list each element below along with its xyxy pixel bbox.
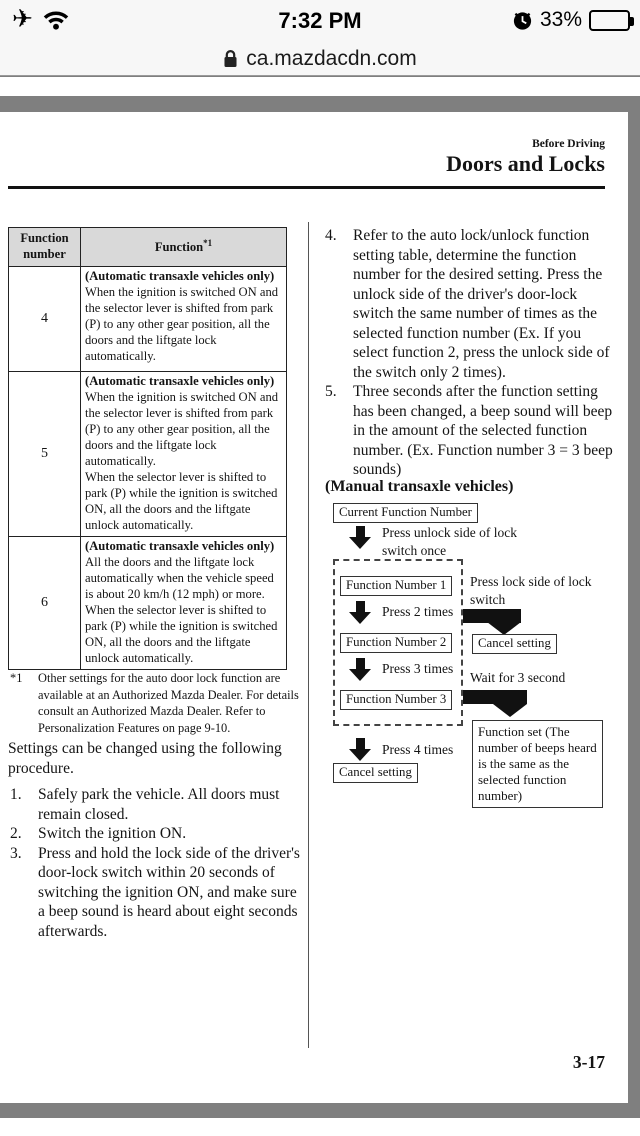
ssl-lock-icon (223, 49, 238, 68)
battery-icon (589, 10, 630, 31)
manual-transaxle-heading: (Manual transaxle vehicles) (325, 478, 514, 495)
next-page-edge (0, 1118, 640, 1136)
status-bar (0, 0, 640, 42)
steps-right (325, 226, 613, 480)
flow-box-cancel-setting-right: Cancel setting (472, 634, 557, 654)
pdf-page (0, 112, 628, 1103)
steps-left (10, 785, 304, 941)
function-table (8, 227, 287, 670)
previous-page-edge (0, 77, 640, 96)
elbow-arrow-icon (463, 690, 527, 704)
browser-chrome (0, 0, 640, 76)
down-arrow-icon (349, 738, 371, 761)
status-right-icons (512, 8, 630, 32)
function-desc-cell: (Automatic transaxle vehicles only) When the ignition is switched ON and the selector lever is shifted from park (P) to any other gear position, all the doors and the liftgate lock automatically. (81, 266, 287, 371)
flow-label-wait-3: Wait for 3 second (470, 670, 566, 685)
footnote (10, 670, 304, 736)
battery-percent: 33% (539, 8, 582, 31)
footnote-text: Other settings for the auto door lock function are available at an Authorized Mazda Dealer. For details consult an Authorized Mazda Dealer. Refer to Personalization Features on page 9-10. (38, 671, 299, 735)
header-function-number: Function number (9, 228, 81, 267)
flow-box-cancel-setting-left: Cancel setting (333, 763, 418, 783)
airplane-mode-icon: ✈ (12, 5, 33, 33)
down-arrow-icon (349, 526, 371, 549)
flow-label-unlock-once: Press unlock side of lock switch once (382, 525, 517, 558)
title-rule (8, 186, 605, 189)
header-function: Function$^{*1}$ (81, 228, 287, 267)
flow-label-press-2: Press 2 times (382, 604, 454, 619)
elbow-arrow-head-icon (493, 704, 527, 717)
list-item: 4. Refer to the auto lock/unlock function setting table, determine the function number for the desired setting. Press the unlock side of the driver's door-lock switch the same number of times as the selected function number (Ex. If you select function 2, press the unlock side of the switch only 2 times). (325, 227, 610, 381)
elbow-arrow-icon (463, 609, 521, 623)
column-divider (308, 222, 309, 1048)
function-number-cell: 5 (9, 371, 81, 536)
page-title: Doors and Locks (446, 151, 605, 176)
list-item: 5. Three seconds after the function setting has been changed, a beep sound will beep in the amount of the selected function number. (Ex. Function number 3 = 3 beep sounds) (325, 383, 613, 479)
table-row (9, 266, 287, 371)
down-arrow-icon (349, 658, 371, 681)
flow-box-function-3: Function Number 3 (340, 690, 452, 710)
flow-label-lock-side: Press lock side of lock switch (470, 574, 592, 607)
flow-box-current-function: Current Function Number (333, 503, 478, 523)
flow-box-function-2: Function Number 2 (340, 633, 452, 653)
flow-box-function-set: Function set (The number of beeps heard is the same as the selected function number) (472, 720, 603, 808)
flow-box-function-1: Function Number 1 (340, 576, 452, 596)
function-desc-cell: (Automatic transaxle vehicles only) When the ignition is switched ON and the selector lever is shifted from park (P) to any other gear position, all the doors and the liftgate lock automatically. When the selector lever is shifted to park (P) while the ignition is switched ON, all the doors and the liftgate unlock automatically. (81, 371, 287, 536)
table-row (9, 371, 287, 536)
function-desc-cell: (Automatic transaxle vehicles only) All the doors and the liftgate lock automatically when the vehicle speed is about 20 km/h (12 mph) or more. When the selector lever is shifted to park (P) while the ignition is switched ON, all the doors and the liftgate unlock automatically. (81, 536, 287, 669)
down-arrow-icon (349, 601, 371, 624)
flow-label-press-4: Press 4 times (382, 742, 454, 757)
alarm-clock-icon (512, 10, 533, 31)
section-eyebrow: Before Driving (532, 138, 605, 150)
function-number-cell: 4 (9, 266, 81, 371)
footnote-marker: *1 (10, 671, 23, 685)
list-item: 2. Switch the ignition ON. (10, 825, 187, 843)
page-number: 3-17 (572, 1052, 605, 1072)
address-bar[interactable] (0, 42, 640, 75)
function-number-cell: 6 (9, 536, 81, 669)
list-item: 1. Safely park the vehicle. All doors must remain closed. (10, 786, 280, 823)
url-domain: ca.mazdacdn.com (246, 46, 417, 70)
battery-nub (630, 17, 634, 26)
list-item: 3. Press and hold the lock side of the driver's door-lock switch within 20 seconds of switching the ignition ON, and make sure a beep sound is heard about eight seconds afterwards. (10, 844, 300, 940)
flow-label-press-3: Press 3 times (382, 661, 454, 676)
status-time: 7:32 PM (278, 8, 362, 33)
table-header-row (9, 228, 287, 267)
procedure-intro: Settings can be changed using the following procedure. (8, 740, 282, 777)
table-row (9, 536, 287, 669)
